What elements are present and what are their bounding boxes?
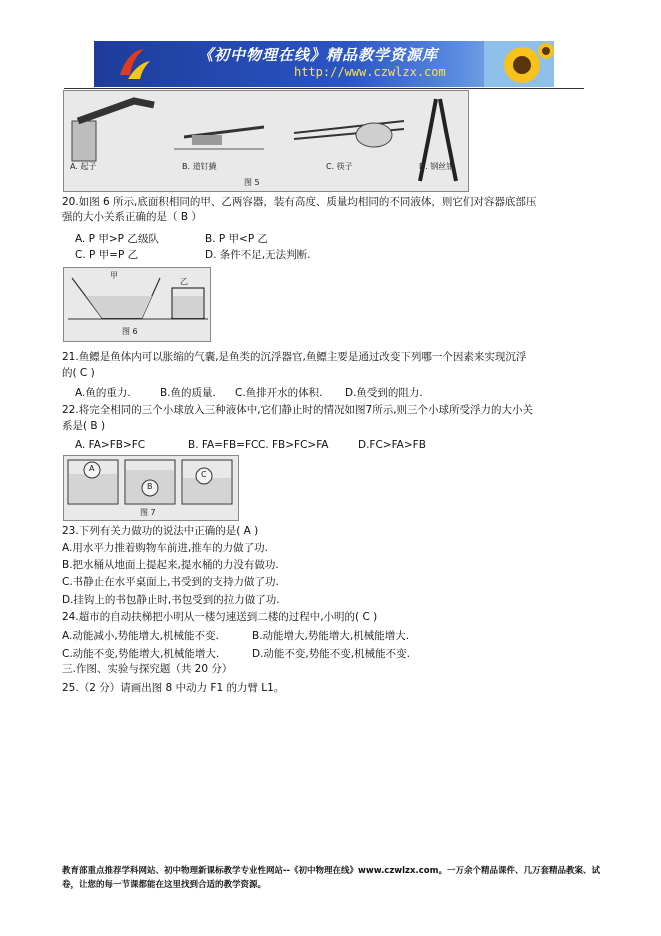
section-3-heading: 三.作图、实验与探究题（共 20 分）	[62, 663, 233, 675]
q21-option-d: D.鱼受到的阻力.	[345, 387, 423, 399]
q24-option-b: B.动能增大,势能增大,机械能增大.	[252, 630, 410, 642]
q20-option-a-stamp: 级队	[138, 233, 159, 245]
figure-5	[63, 90, 469, 192]
q23-stem: 23.下列有关力做功的说法中正确的是( A )	[62, 525, 259, 537]
q20-stem-line1: 20.如图 6 所示,底面积相同的甲、乙两容器，装有高度、质量均相同的不同液体，则它们对容器底部压	[62, 196, 537, 208]
q20-option-a: A. P 甲>P 乙	[75, 233, 138, 245]
q22-stem-line2: 系是( B )	[62, 420, 106, 432]
q22-option-d: D.FC>FA>FB	[358, 439, 426, 451]
fig5-label-c: C. 筷子	[326, 162, 353, 171]
header-banner	[94, 41, 554, 87]
fig6-label-yi: 乙	[180, 277, 188, 286]
q22-option-a: A. FA>FB>FC	[75, 439, 146, 451]
q24-option-d: D.动能不变,势能不变,机械能不变.	[252, 648, 410, 660]
q22-option-c: C. FB>FC>FA	[258, 439, 329, 451]
page-footer: 教育部重点推荐学科网站、初中物理新课标教学专业性网站--《初中物理在线》www.czwlzx.com。一万余个精品课件、几万套精品教案、试卷，让您的每一节课都能在这里找到合适的教学资源。	[62, 866, 600, 890]
q20-stem-line2: 强的大小关系正确的是（ B ）	[62, 211, 202, 223]
fig7-ball-b: B	[147, 482, 153, 491]
q23-option-c: C.书静止在水平桌面上,书受到的支持力做了功.	[62, 576, 279, 588]
fig7-ball-a: A	[89, 464, 95, 473]
q24-option-c: C.动能不变,势能增大,机械能增大.	[62, 648, 220, 660]
q25-stem: 25.（2 分）请画出图 8 中动力 F1 的力臂 L1。	[62, 682, 285, 694]
sunflower-icon	[484, 41, 554, 87]
site-logo-icon	[114, 45, 154, 83]
fig7-ball-c: C	[201, 470, 207, 479]
figure-5-tools-illustration	[64, 91, 468, 191]
fig5-label-b: B. 道钉撬	[182, 162, 217, 171]
fig6-label-jia: 甲	[110, 271, 118, 280]
header-rule	[64, 88, 584, 89]
q21-option-b: B.鱼的质量.	[160, 387, 216, 399]
q20-option-c: C. P 甲=P 乙	[75, 249, 139, 261]
q20-option-b: B. P 甲<P 乙	[205, 233, 269, 245]
q22-option-b: B. FA=FB=FC	[188, 439, 259, 451]
q23-option-b: B.把水桶从地面上提起来,提水桶的力没有做功.	[62, 559, 279, 571]
fig7-caption: 图 7	[140, 508, 156, 517]
q21-stem-line1: 21.鱼鳔是鱼体内可以胀缩的气囊,是鱼类的沉浮器官,鱼鳔主要是通过改变下列哪一个因素来实现沉浮	[62, 351, 527, 363]
q24-option-a: A.动能减小,势能增大,机械能不变.	[62, 630, 219, 642]
q24-stem: 24.超市的自动扶梯把小明从一楼匀速送到二楼的过程中,小明的( C )	[62, 611, 378, 623]
fig5-caption: 图 5	[244, 178, 260, 187]
header-url: http://www.czwlzx.com	[294, 65, 446, 79]
q23-option-d: D.挂钩上的书包静止时,书包受到的拉力做了功.	[62, 594, 280, 606]
fig5-label-a: A. 起子	[70, 162, 97, 171]
q23-option-a: A.用水平力推着购物车前进,推车的力做了功.	[62, 542, 269, 554]
header-title: 《初中物理在线》精品教学资源库	[198, 46, 439, 64]
figure-6	[63, 267, 211, 342]
q21-option-c: C.鱼排开水的体积.	[235, 387, 323, 399]
q21-stem-line2: 的( C )	[62, 367, 95, 379]
q20-option-d: D. 条件不足,无法判断.	[205, 249, 311, 261]
q22-stem-line1: 22.将完全相同的三个小球放入三种液体中,它们静止时的情况如图7所示,则三个小球所受浮力的大小关	[62, 404, 534, 416]
fig5-label-d: D. 钢丝钳	[419, 162, 455, 171]
q21-option-a: A.鱼的重力.	[75, 387, 131, 399]
figure-7	[63, 455, 239, 521]
fig6-caption: 图 6	[122, 327, 138, 336]
